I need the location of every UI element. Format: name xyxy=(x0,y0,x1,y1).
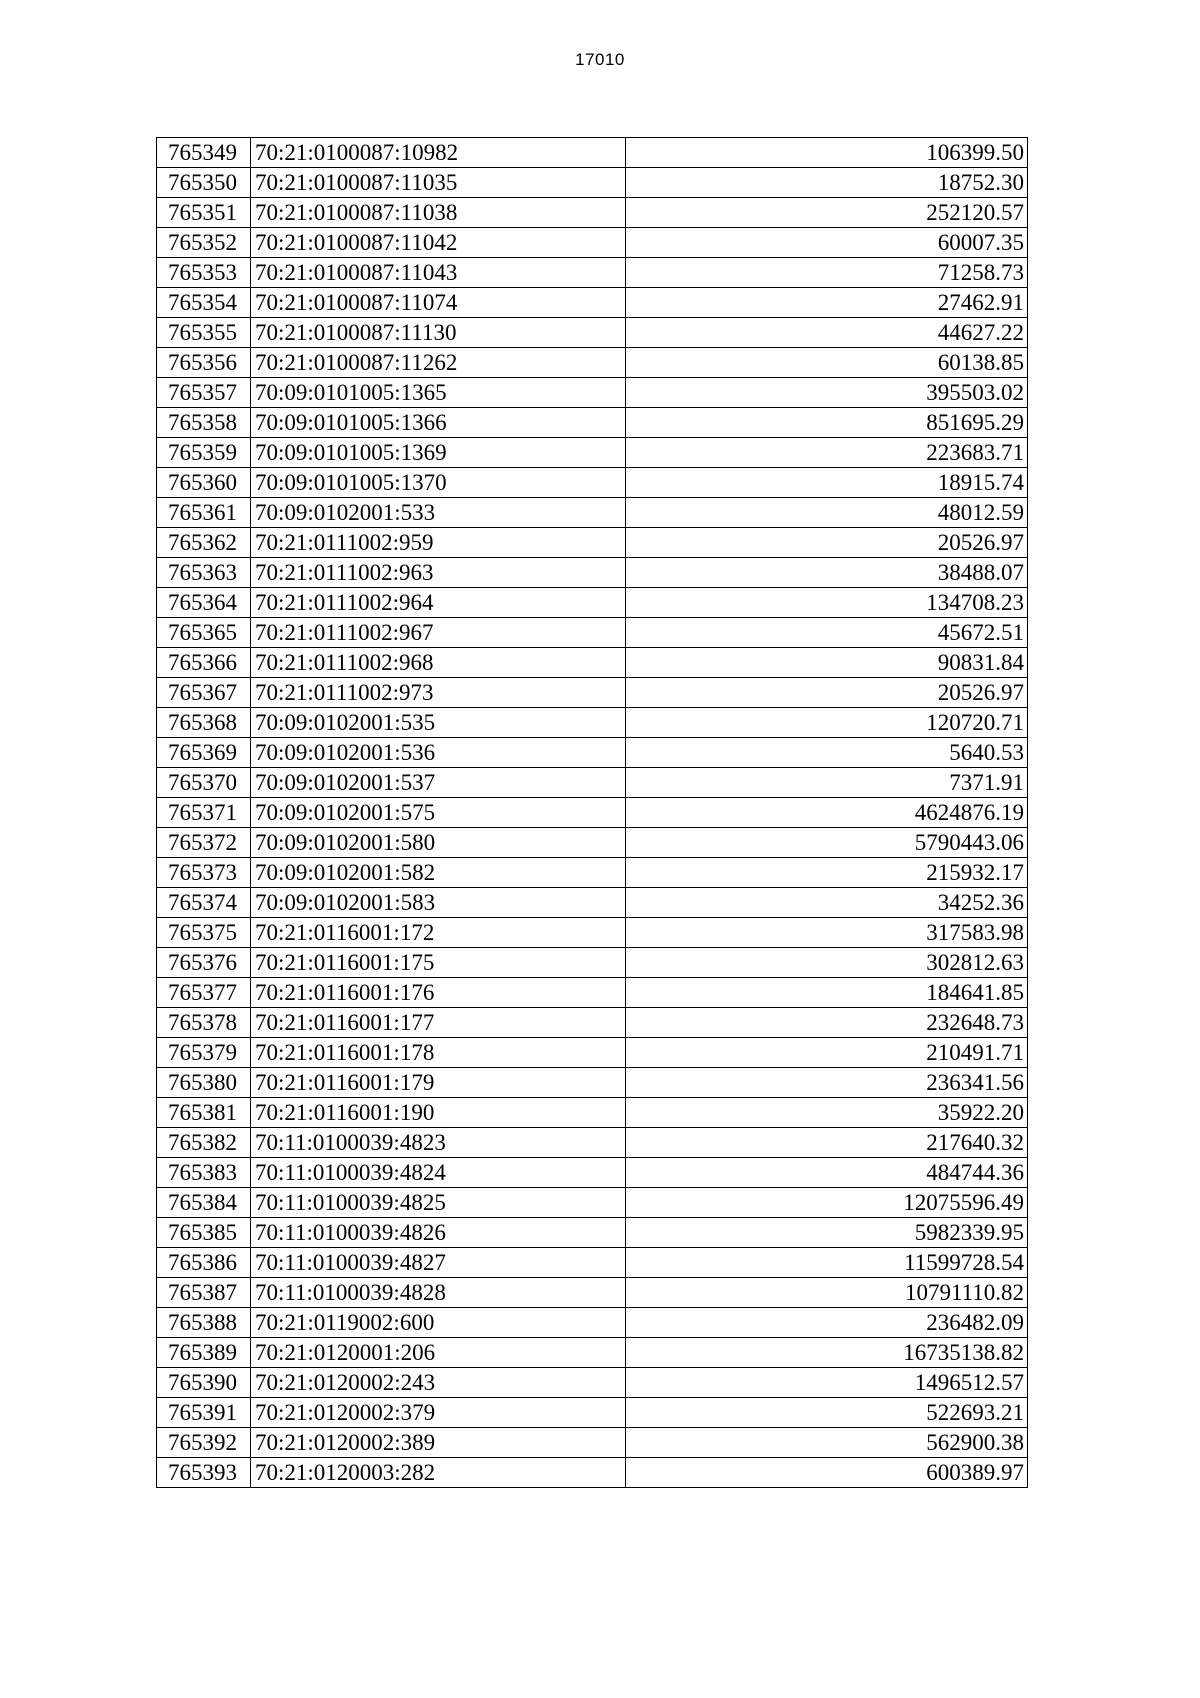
row-id-cell: 765351 xyxy=(157,198,251,228)
value-cell: 217640.32 xyxy=(626,1128,1028,1158)
cadastral-number-cell: 70:11:0100039:4825 xyxy=(251,1188,626,1218)
table-row xyxy=(157,1248,1028,1278)
cadastral-number-cell: 70:21:0111002:968 xyxy=(251,648,626,678)
cadastral-number-cell: 70:09:0102001:580 xyxy=(251,828,626,858)
cadastral-number-cell: 70:21:0116001:190 xyxy=(251,1098,626,1128)
cadastral-number-cell: 70:11:0100039:4823 xyxy=(251,1128,626,1158)
row-id-cell: 765389 xyxy=(157,1338,251,1368)
table-row xyxy=(157,348,1028,378)
table-row xyxy=(157,228,1028,258)
cadastral-number-cell: 70:21:0120002:389 xyxy=(251,1428,626,1458)
value-cell: 27462.91 xyxy=(626,288,1028,318)
cadastral-number-cell: 70:21:0120002:243 xyxy=(251,1368,626,1398)
cadastral-number-cell: 70:21:0116001:179 xyxy=(251,1068,626,1098)
value-cell: 184641.85 xyxy=(626,978,1028,1008)
row-id-cell: 765350 xyxy=(157,168,251,198)
value-cell: 5790443.06 xyxy=(626,828,1028,858)
data-table xyxy=(156,137,1028,1488)
cadastral-number-cell: 70:09:0102001:575 xyxy=(251,798,626,828)
table-row xyxy=(157,948,1028,978)
table-row xyxy=(157,1068,1028,1098)
table-row xyxy=(157,1038,1028,1068)
row-id-cell: 765372 xyxy=(157,828,251,858)
table-row xyxy=(157,138,1028,168)
value-cell: 1496512.57 xyxy=(626,1368,1028,1398)
cadastral-number-cell: 70:21:0120003:282 xyxy=(251,1458,626,1488)
value-cell: 35922.20 xyxy=(626,1098,1028,1128)
value-cell: 232648.73 xyxy=(626,1008,1028,1038)
value-cell: 5982339.95 xyxy=(626,1218,1028,1248)
cadastral-number-cell: 70:21:0120002:379 xyxy=(251,1398,626,1428)
table-row xyxy=(157,408,1028,438)
cadastral-number-cell: 70:09:0102001:537 xyxy=(251,768,626,798)
cadastral-number-cell: 70:09:0102001:583 xyxy=(251,888,626,918)
row-id-cell: 765393 xyxy=(157,1458,251,1488)
cadastral-number-cell: 70:21:0116001:178 xyxy=(251,1038,626,1068)
table-row xyxy=(157,1368,1028,1398)
row-id-cell: 765388 xyxy=(157,1308,251,1338)
row-id-cell: 765390 xyxy=(157,1368,251,1398)
value-cell: 395503.02 xyxy=(626,378,1028,408)
row-id-cell: 765391 xyxy=(157,1398,251,1428)
cadastral-number-cell: 70:21:0100087:11262 xyxy=(251,348,626,378)
value-cell: 71258.73 xyxy=(626,258,1028,288)
table-row xyxy=(157,198,1028,228)
cadastral-number-cell: 70:21:0100087:11038 xyxy=(251,198,626,228)
row-id-cell: 765357 xyxy=(157,378,251,408)
table-row xyxy=(157,1218,1028,1248)
cadastral-number-cell: 70:21:0111002:964 xyxy=(251,588,626,618)
row-id-cell: 765363 xyxy=(157,558,251,588)
value-cell: 215932.17 xyxy=(626,858,1028,888)
cadastral-number-cell: 70:21:0100087:11043 xyxy=(251,258,626,288)
value-cell: 562900.38 xyxy=(626,1428,1028,1458)
cadastral-number-cell: 70:21:0100087:11035 xyxy=(251,168,626,198)
table-row xyxy=(157,1158,1028,1188)
cadastral-number-cell: 70:21:0100087:11042 xyxy=(251,228,626,258)
table-row xyxy=(157,1098,1028,1128)
value-cell: 60007.35 xyxy=(626,228,1028,258)
value-cell: 7371.91 xyxy=(626,768,1028,798)
cadastral-number-cell: 70:21:0119002:600 xyxy=(251,1308,626,1338)
cadastral-number-cell: 70:11:0100039:4827 xyxy=(251,1248,626,1278)
row-id-cell: 765360 xyxy=(157,468,251,498)
value-cell: 90831.84 xyxy=(626,648,1028,678)
row-id-cell: 765362 xyxy=(157,528,251,558)
table-row xyxy=(157,468,1028,498)
value-cell: 236482.09 xyxy=(626,1308,1028,1338)
row-id-cell: 765374 xyxy=(157,888,251,918)
table-row xyxy=(157,858,1028,888)
cadastral-number-cell: 70:21:0100087:11130 xyxy=(251,318,626,348)
cadastral-number-cell: 70:21:0116001:176 xyxy=(251,978,626,1008)
row-id-cell: 765383 xyxy=(157,1158,251,1188)
row-id-cell: 765385 xyxy=(157,1218,251,1248)
cadastral-number-cell: 70:09:0102001:535 xyxy=(251,708,626,738)
value-cell: 522693.21 xyxy=(626,1398,1028,1428)
table-row xyxy=(157,768,1028,798)
value-cell: 210491.71 xyxy=(626,1038,1028,1068)
row-id-cell: 765355 xyxy=(157,318,251,348)
value-cell: 134708.23 xyxy=(626,588,1028,618)
table-row xyxy=(157,1428,1028,1458)
table-row xyxy=(157,1338,1028,1368)
row-id-cell: 765361 xyxy=(157,498,251,528)
value-cell: 18915.74 xyxy=(626,468,1028,498)
cadastral-number-cell: 70:09:0101005:1366 xyxy=(251,408,626,438)
row-id-cell: 765387 xyxy=(157,1278,251,1308)
row-id-cell: 765384 xyxy=(157,1188,251,1218)
value-cell: 60138.85 xyxy=(626,348,1028,378)
cadastral-number-cell: 70:09:0102001:536 xyxy=(251,738,626,768)
cadastral-number-cell: 70:21:0111002:959 xyxy=(251,528,626,558)
row-id-cell: 765365 xyxy=(157,618,251,648)
value-cell: 106399.50 xyxy=(626,138,1028,168)
table-row xyxy=(157,618,1028,648)
cadastral-number-cell: 70:21:0116001:175 xyxy=(251,948,626,978)
table-row xyxy=(157,1278,1028,1308)
value-cell: 5640.53 xyxy=(626,738,1028,768)
cadastral-number-cell: 70:09:0102001:533 xyxy=(251,498,626,528)
row-id-cell: 765358 xyxy=(157,408,251,438)
table-row xyxy=(157,588,1028,618)
row-id-cell: 765364 xyxy=(157,588,251,618)
cadastral-number-cell: 70:11:0100039:4826 xyxy=(251,1218,626,1248)
value-cell: 236341.56 xyxy=(626,1068,1028,1098)
row-id-cell: 765370 xyxy=(157,768,251,798)
table-row xyxy=(157,438,1028,468)
cadastral-number-cell: 70:09:0101005:1369 xyxy=(251,438,626,468)
cadastral-number-cell: 70:21:0111002:967 xyxy=(251,618,626,648)
table-body xyxy=(157,138,1028,1488)
row-id-cell: 765379 xyxy=(157,1038,251,1068)
value-cell: 4624876.19 xyxy=(626,798,1028,828)
row-id-cell: 765386 xyxy=(157,1248,251,1278)
cadastral-number-cell: 70:21:0100087:10982 xyxy=(251,138,626,168)
table-row xyxy=(157,558,1028,588)
row-id-cell: 765378 xyxy=(157,1008,251,1038)
value-cell: 223683.71 xyxy=(626,438,1028,468)
row-id-cell: 765352 xyxy=(157,228,251,258)
cadastral-number-cell: 70:09:0102001:582 xyxy=(251,858,626,888)
value-cell: 44627.22 xyxy=(626,318,1028,348)
value-cell: 38488.07 xyxy=(626,558,1028,588)
cadastral-number-cell: 70:09:0101005:1370 xyxy=(251,468,626,498)
table-row xyxy=(157,168,1028,198)
cadastral-number-cell: 70:21:0111002:973 xyxy=(251,678,626,708)
cadastral-number-cell: 70:09:0101005:1365 xyxy=(251,378,626,408)
table-row xyxy=(157,528,1028,558)
table-row xyxy=(157,978,1028,1008)
value-cell: 120720.71 xyxy=(626,708,1028,738)
row-id-cell: 765349 xyxy=(157,138,251,168)
table-row xyxy=(157,1398,1028,1428)
table-row xyxy=(157,888,1028,918)
table-row xyxy=(157,708,1028,738)
row-id-cell: 765375 xyxy=(157,918,251,948)
row-id-cell: 765368 xyxy=(157,708,251,738)
table-row xyxy=(157,828,1028,858)
value-cell: 600389.97 xyxy=(626,1458,1028,1488)
row-id-cell: 765382 xyxy=(157,1128,251,1158)
row-id-cell: 765376 xyxy=(157,948,251,978)
value-cell: 851695.29 xyxy=(626,408,1028,438)
row-id-cell: 765371 xyxy=(157,798,251,828)
value-cell: 34252.36 xyxy=(626,888,1028,918)
cadastral-number-cell: 70:11:0100039:4824 xyxy=(251,1158,626,1188)
table-row xyxy=(157,498,1028,528)
table-row xyxy=(157,648,1028,678)
cadastral-number-cell: 70:21:0100087:11074 xyxy=(251,288,626,318)
cadastral-number-cell: 70:21:0111002:963 xyxy=(251,558,626,588)
cadastral-number-cell: 70:21:0116001:177 xyxy=(251,1008,626,1038)
row-id-cell: 765354 xyxy=(157,288,251,318)
table-row xyxy=(157,798,1028,828)
table-row xyxy=(157,738,1028,768)
cadastral-number-cell: 70:11:0100039:4828 xyxy=(251,1278,626,1308)
table-row xyxy=(157,1188,1028,1218)
value-cell: 484744.36 xyxy=(626,1158,1028,1188)
cadastral-number-cell: 70:21:0120001:206 xyxy=(251,1338,626,1368)
value-cell: 10791110.82 xyxy=(626,1278,1028,1308)
table-row xyxy=(157,378,1028,408)
value-cell: 18752.30 xyxy=(626,168,1028,198)
row-id-cell: 765359 xyxy=(157,438,251,468)
table-row xyxy=(157,1308,1028,1338)
value-cell: 20526.97 xyxy=(626,678,1028,708)
table-row xyxy=(157,318,1028,348)
value-cell: 48012.59 xyxy=(626,498,1028,528)
table-row xyxy=(157,1008,1028,1038)
row-id-cell: 765367 xyxy=(157,678,251,708)
value-cell: 11599728.54 xyxy=(626,1248,1028,1278)
row-id-cell: 765377 xyxy=(157,978,251,1008)
table-row xyxy=(157,1458,1028,1488)
value-cell: 45672.51 xyxy=(626,618,1028,648)
value-cell: 252120.57 xyxy=(626,198,1028,228)
page-number: 17010 xyxy=(575,50,625,69)
table-row xyxy=(157,1128,1028,1158)
row-id-cell: 765380 xyxy=(157,1068,251,1098)
row-id-cell: 765366 xyxy=(157,648,251,678)
row-id-cell: 765353 xyxy=(157,258,251,288)
value-cell: 20526.97 xyxy=(626,528,1028,558)
row-id-cell: 765392 xyxy=(157,1428,251,1458)
row-id-cell: 765356 xyxy=(157,348,251,378)
row-id-cell: 765373 xyxy=(157,858,251,888)
value-cell: 12075596.49 xyxy=(626,1188,1028,1218)
cadastral-number-cell: 70:21:0116001:172 xyxy=(251,918,626,948)
table-row xyxy=(157,288,1028,318)
value-cell: 16735138.82 xyxy=(626,1338,1028,1368)
value-cell: 317583.98 xyxy=(626,918,1028,948)
row-id-cell: 765369 xyxy=(157,738,251,768)
table-row xyxy=(157,258,1028,288)
table-row xyxy=(157,678,1028,708)
table-row xyxy=(157,918,1028,948)
value-cell: 302812.63 xyxy=(626,948,1028,978)
row-id-cell: 765381 xyxy=(157,1098,251,1128)
